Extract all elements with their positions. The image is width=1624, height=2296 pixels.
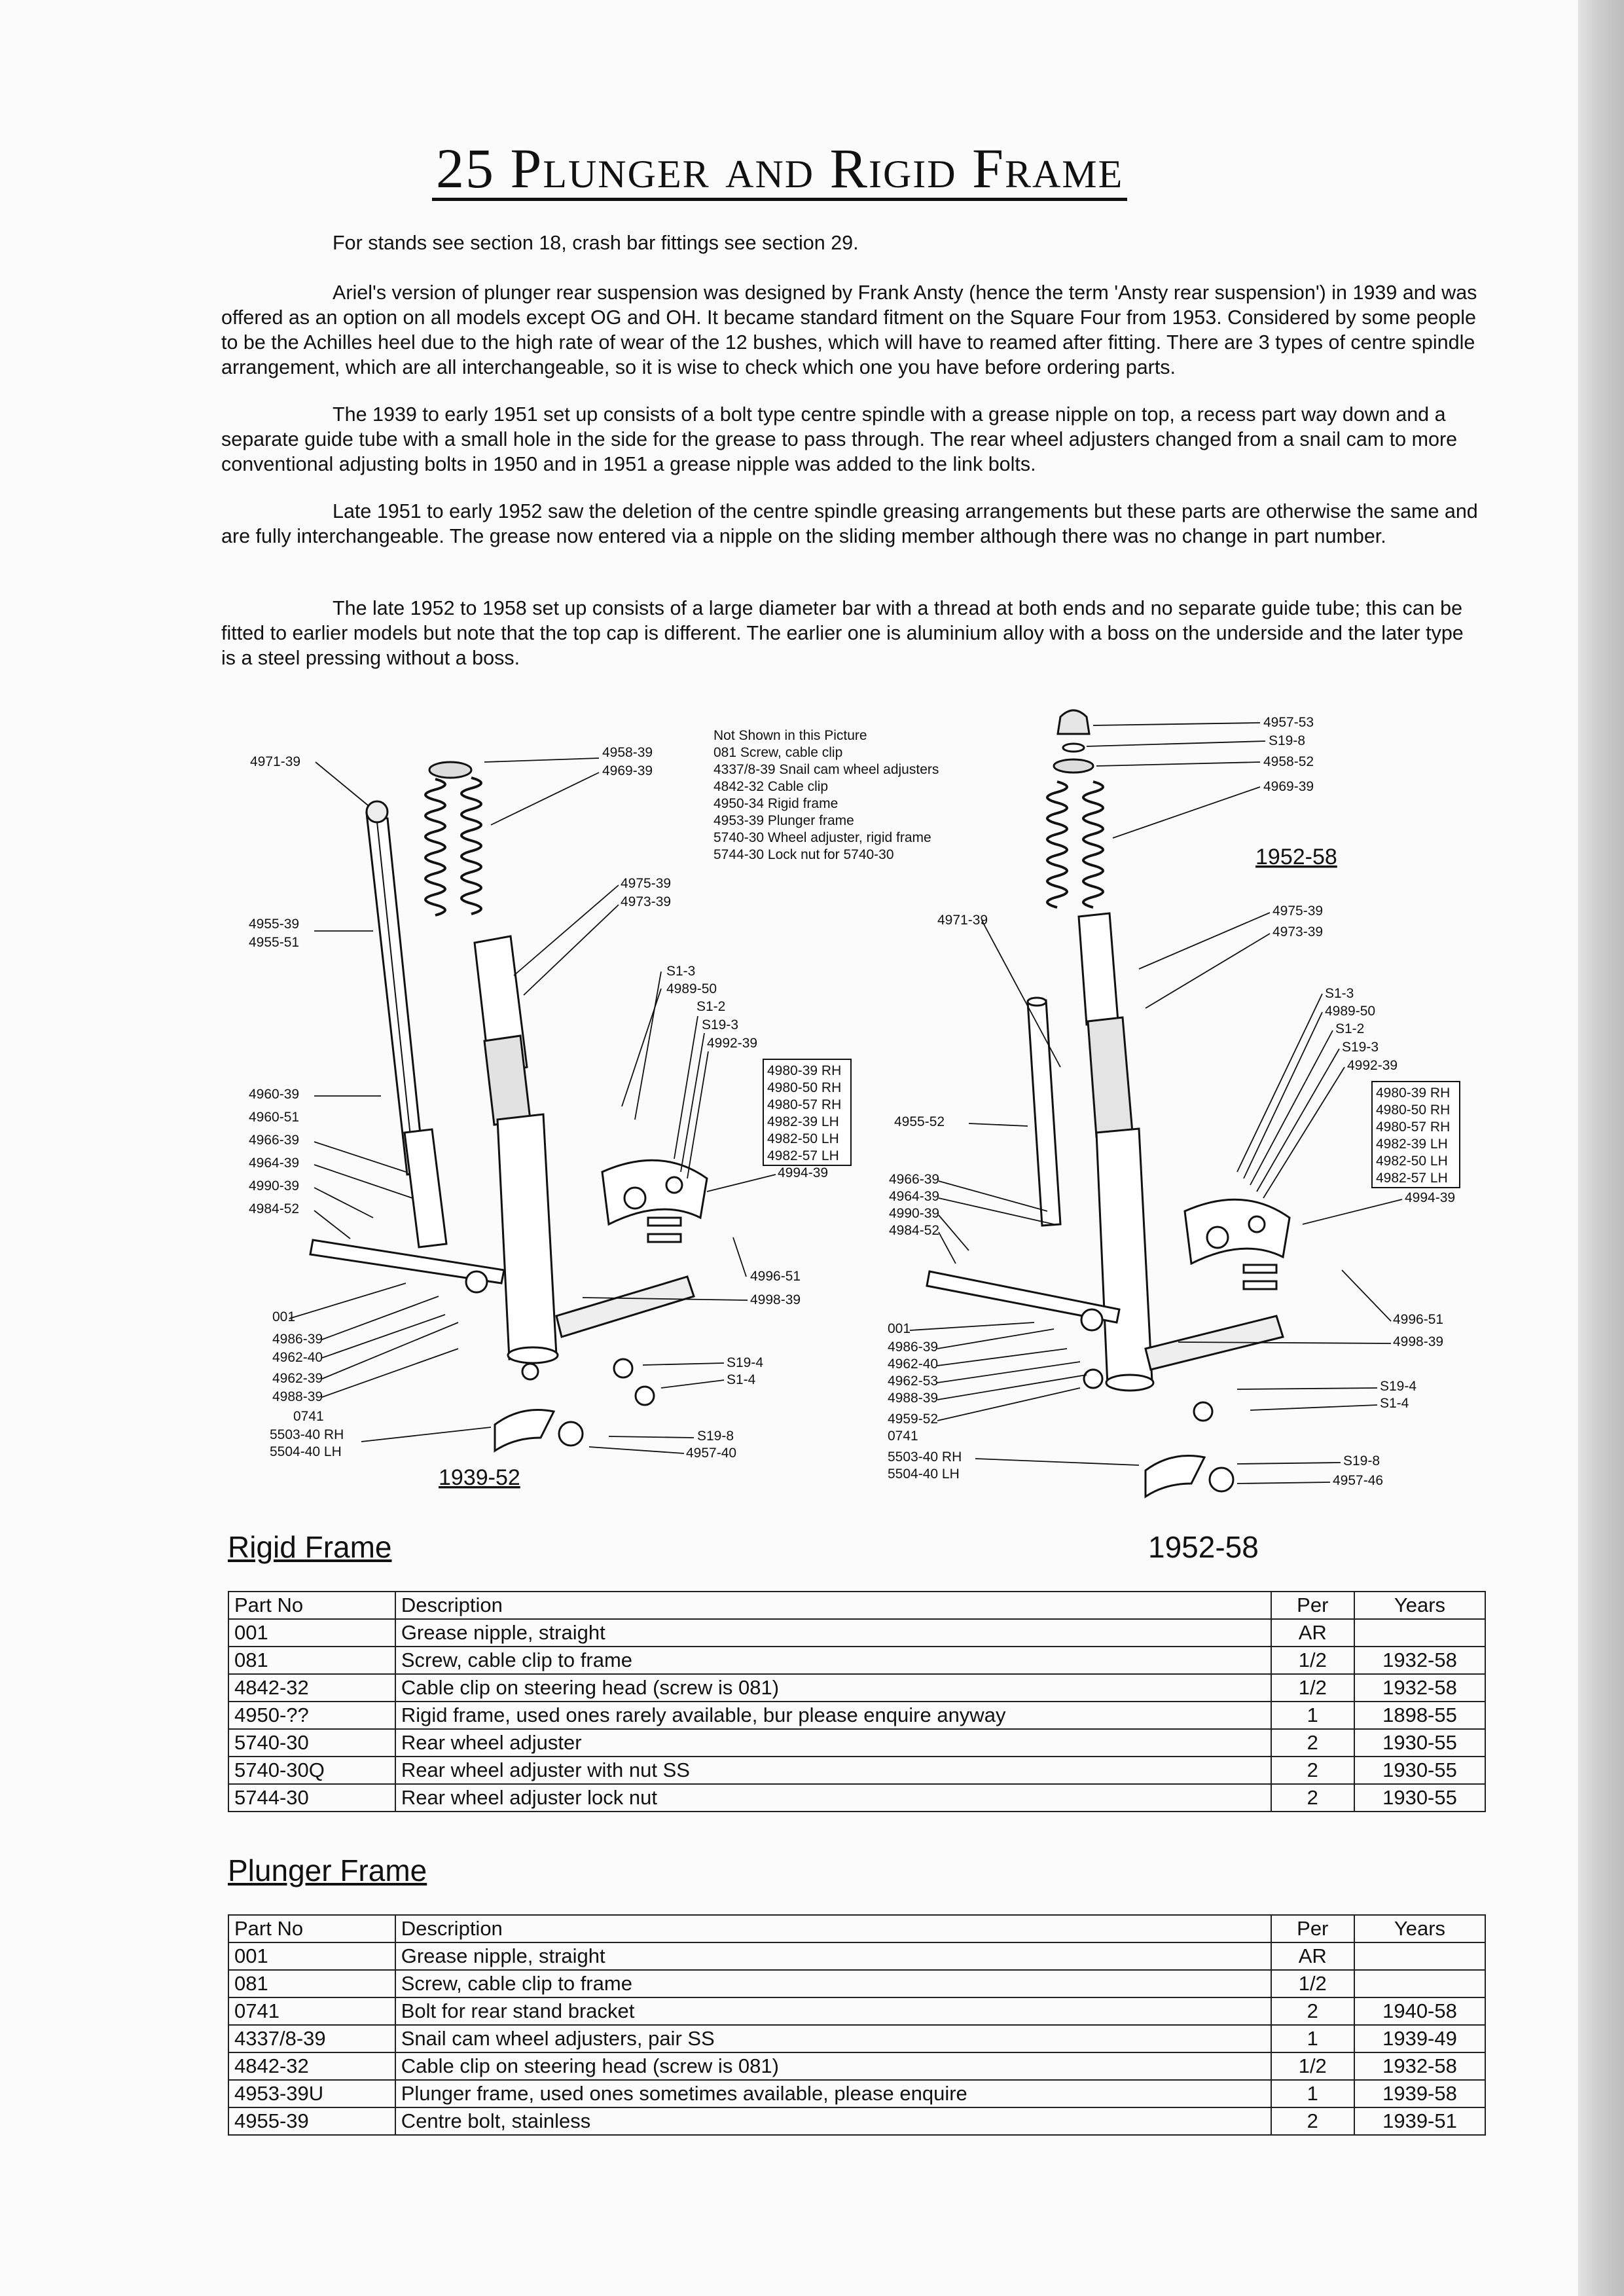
part-label: 4966-39 <box>249 1133 300 1148</box>
part-label: 4994-39 <box>1405 1190 1456 1205</box>
per: 2 <box>1271 1997 1354 2025</box>
part-label: 4969-39 <box>1263 779 1314 794</box>
right-leader-lines <box>910 723 1402 1484</box>
part-label: 4998-39 <box>750 1292 801 1307</box>
part-label: 4982-50 LH <box>1376 1154 1448 1169</box>
part-label: 5503-40 RH <box>270 1427 344 1442</box>
paragraph-text: Late 1951 to early 1952 saw the deletion of the centre spindle greasing arrangements but these parts are otherwise the same and are fully interchangeable. The grease now entered via a nipple on the sliding member although there was no change in part number. <box>221 500 1478 547</box>
not-shown-item: 4337/8-39 Snail cam wheel adjusters <box>713 762 939 777</box>
not-shown-list <box>713 728 939 862</box>
description: Screw, cable clip to frame <box>395 1647 1271 1674</box>
header-years: Years <box>1354 1915 1485 1942</box>
part-label: 4975-39 <box>621 876 672 891</box>
part-label: 4980-57 RH <box>1376 1120 1451 1135</box>
description: Snail cam wheel adjusters, pair SS <box>395 2025 1271 2052</box>
table-row <box>228 2025 1485 2052</box>
table-row <box>228 1970 1485 1997</box>
part-label: 4980-50 RH <box>1376 1102 1451 1118</box>
not-shown-title: Not Shown in this Picture <box>713 728 867 743</box>
part-no: 5744-30 <box>228 1784 395 1812</box>
part-label: S1-3 <box>1325 986 1354 1001</box>
part-no: 081 <box>228 1970 395 1997</box>
years: 1932-58 <box>1354 2052 1485 2080</box>
part-label: 4996-51 <box>750 1269 801 1284</box>
part-label: 4955-52 <box>894 1114 945 1129</box>
part-no: 4337/8-39 <box>228 2025 395 2052</box>
header-per: Per <box>1271 1592 1354 1619</box>
part-label: 4971-39 <box>937 913 988 928</box>
per: 2 <box>1271 1784 1354 1812</box>
not-shown-item: 081 Screw, cable clip <box>713 745 843 760</box>
header-description: Description <box>395 1915 1271 1942</box>
part-label: S19-3 <box>702 1017 739 1032</box>
years <box>1354 1619 1485 1647</box>
years: 1939-51 <box>1354 2107 1485 2135</box>
part-no: 4950-?? <box>228 1702 395 1729</box>
part-label: S19-3 <box>1342 1040 1379 1055</box>
part-label: 4964-39 <box>249 1156 300 1171</box>
part-no: 0741 <box>228 1997 395 2025</box>
part-label: 4992-39 <box>707 1036 758 1051</box>
part-label: 4962-40 <box>888 1357 939 1372</box>
part-label: 4990-39 <box>889 1206 940 1221</box>
per: 1 <box>1271 1702 1354 1729</box>
part-label: 4982-57 LH <box>767 1148 839 1163</box>
description: Grease nipple, straight <box>395 1942 1271 1970</box>
years: 1930-55 <box>1354 1757 1485 1784</box>
setup-1951-paragraph <box>221 499 1478 549</box>
part-label: S1-3 <box>666 964 696 979</box>
part-label: 4959-52 <box>888 1412 939 1427</box>
not-shown-item: 5744-30 Lock nut for 5740-30 <box>713 847 894 862</box>
description: Cable clip on steering head (screw is 081) <box>395 1674 1271 1702</box>
part-no: 081 <box>228 1647 395 1674</box>
history-paragraph <box>221 280 1478 380</box>
setup-1939-paragraph <box>221 402 1478 477</box>
part-label: 4996-51 <box>1393 1312 1444 1327</box>
part-label: S1-4 <box>727 1372 756 1387</box>
part-label: 4957-40 <box>686 1446 737 1461</box>
part-no: 001 <box>228 1942 395 1970</box>
part-label: 4982-39 LH <box>767 1114 839 1129</box>
part-label: 4957-46 <box>1333 1473 1384 1488</box>
not-shown-item: 4950-34 Rigid frame <box>713 796 839 811</box>
description: Bolt for rear stand bracket <box>395 1997 1271 2025</box>
part-label: 0741 <box>888 1429 918 1444</box>
years <box>1354 1942 1485 1970</box>
paragraph-text: The late 1952 to 1958 set up consists of a large diameter bar with a thread at both ends and no separate guide tube; this can be fitted to earlier models but note that the top cap is different. The earlier one is aluminium alloy with a boss on the underside and the later type is a steel pressing without a boss. <box>221 597 1464 669</box>
table-row <box>228 2107 1485 2135</box>
years: 1932-58 <box>1354 1674 1485 1702</box>
part-label: 4980-39 RH <box>767 1063 842 1078</box>
table-row <box>228 1997 1485 2025</box>
header-per: Per <box>1271 1915 1354 1942</box>
part-label: 001 <box>272 1309 296 1324</box>
setup-1952-paragraph <box>221 596 1478 670</box>
table-row <box>228 1702 1485 1729</box>
part-label: 4973-39 <box>621 894 672 909</box>
part-label: 4994-39 <box>778 1165 829 1180</box>
header-part-no: Part No <box>228 1592 395 1619</box>
part-label: 4962-39 <box>272 1371 323 1386</box>
table-row <box>228 1784 1485 1812</box>
part-label: 5504-40 LH <box>888 1467 960 1482</box>
part-no: 4842-32 <box>228 2052 395 2080</box>
description: Plunger frame, used ones sometimes available, please enquire <box>395 2080 1271 2107</box>
part-label: 001 <box>888 1321 911 1336</box>
part-label: 4962-40 <box>272 1350 323 1365</box>
years: 1932-58 <box>1354 1647 1485 1674</box>
description: Screw, cable clip to frame <box>395 1970 1271 1997</box>
per: 1/2 <box>1271 1674 1354 1702</box>
per: 2 <box>1271 1757 1354 1784</box>
part-label: 4992-39 <box>1347 1058 1398 1073</box>
part-label: 4984-52 <box>889 1223 940 1238</box>
part-label: 4986-39 <box>272 1332 323 1347</box>
part-label: S19-8 <box>697 1429 734 1444</box>
part-label: S19-8 <box>1269 733 1306 748</box>
part-label: S1-2 <box>696 999 726 1014</box>
paragraph-text: Ariel's version of plunger rear suspension was designed by Frank Ansty (hence the term 'Ansty rear suspension') in 1939 and was offered as an option on all models except OG and OH. It became standard fitment on the Square Four from 1953. Considered by some people to be the Achilles heel due to the high rate of wear of the 12 bushes, which will have to reamed after fitting. There are 3 types of centre spindle arrangement, which are all interchangeable, so it is wise to check which one you have before ordering parts. <box>221 282 1477 378</box>
part-label: S1-4 <box>1380 1396 1409 1411</box>
per: 1 <box>1271 2025 1354 2052</box>
description: Centre bolt, stainless <box>395 2107 1271 2135</box>
part-label: 0741 <box>293 1409 324 1424</box>
description: Rear wheel adjuster lock nut <box>395 1784 1271 1812</box>
table-row <box>228 1647 1485 1674</box>
table-row <box>228 1729 1485 1757</box>
part-label: S1-2 <box>1335 1021 1365 1036</box>
header-description: Description <box>395 1592 1271 1619</box>
part-label: 4955-51 <box>249 935 300 950</box>
part-label: 4982-57 LH <box>1376 1171 1448 1186</box>
table-row <box>228 1674 1485 1702</box>
left-year-label: 1939-52 <box>439 1465 520 1490</box>
table-header-row <box>228 1915 1485 1942</box>
part-label: 4955-39 <box>249 917 300 932</box>
part-label: 4980-50 RH <box>767 1080 842 1095</box>
part-label: S19-4 <box>727 1355 764 1370</box>
part-label: 4986-39 <box>888 1339 939 1355</box>
part-no: 5740-30 <box>228 1729 395 1757</box>
paragraph-text: The 1939 to early 1951 set up consists of a bolt type centre spindle with a grease nipple on top, a recess part way down and a separate guide tube with a small hole in the side for the grease to pass through. The rear wheel adjusters changed from a snail cam to more conventional adjusting bolts in 1950 and in 1951 a grease nipple was added to the link bolts. <box>221 403 1458 475</box>
part-label: 4958-39 <box>602 745 653 760</box>
not-shown-item: 4953-39 Plunger frame <box>713 813 854 828</box>
years: 1930-55 <box>1354 1784 1485 1812</box>
table-row <box>228 2052 1485 2080</box>
years: 1930-55 <box>1354 1729 1485 1757</box>
description: Cable clip on steering head (screw is 081) <box>395 2052 1271 2080</box>
part-label: 4982-39 LH <box>1376 1137 1448 1152</box>
header-years: Years <box>1354 1592 1485 1619</box>
part-label: 4962-53 <box>888 1374 939 1389</box>
part-label: 4973-39 <box>1272 924 1324 939</box>
left-assembly-drawing <box>310 762 707 1451</box>
years: 1939-58 <box>1354 2080 1485 2107</box>
per: 1/2 <box>1271 1647 1354 1674</box>
part-no: 5740-30Q <box>228 1757 395 1784</box>
scan-edge <box>1578 0 1624 2296</box>
part-label: 4980-57 RH <box>767 1097 842 1112</box>
description: Rigid frame, used ones rarely available, bur please enquire anyway <box>395 1702 1271 1729</box>
right-part-labels <box>888 715 1460 1488</box>
years: 1939-49 <box>1354 2025 1485 2052</box>
part-label: S19-8 <box>1343 1453 1380 1468</box>
table-row <box>228 1757 1485 1784</box>
part-no: 001 <box>228 1619 395 1647</box>
description: Grease nipple, straight <box>395 1619 1271 1647</box>
per: AR <box>1271 1619 1354 1647</box>
table-row <box>228 1942 1485 1970</box>
table-row <box>228 2080 1485 2107</box>
per: 1 <box>1271 2080 1354 2107</box>
years <box>1354 1970 1485 1997</box>
not-shown-item: 5740-30 Wheel adjuster, rigid frame <box>713 830 931 845</box>
part-label: 4971-39 <box>250 754 301 769</box>
part-label: 4989-50 <box>666 981 717 996</box>
part-label: 4980-39 RH <box>1376 1085 1451 1101</box>
table-header-row <box>228 1592 1485 1619</box>
part-label: 4958-52 <box>1263 754 1314 769</box>
table-row <box>228 1619 1485 1647</box>
rigid-frame-heading: Rigid Frame <box>228 1530 392 1564</box>
years: 1940-58 <box>1354 1997 1485 2025</box>
paragraph-text: For stands see section 18, crash bar fittings see section 29. <box>333 232 859 254</box>
exploded-diagram <box>216 701 1512 1506</box>
part-label: 4988-39 <box>888 1391 939 1406</box>
part-label: 5504-40 LH <box>270 1444 342 1459</box>
part-label: 4989-50 <box>1325 1004 1376 1019</box>
header-part-no: Part No <box>228 1915 395 1942</box>
intro-paragraph <box>221 230 1478 255</box>
right-assembly-drawing <box>927 710 1290 1497</box>
part-label: 4960-39 <box>249 1087 300 1102</box>
rigid-year-heading: 1952-58 <box>1148 1530 1259 1564</box>
per: 2 <box>1271 1729 1354 1757</box>
part-label: 4969-39 <box>602 763 653 778</box>
rigid-frame-table <box>228 1591 1486 1812</box>
part-label: 4957-53 <box>1263 715 1314 730</box>
part-no: 4955-39 <box>228 2107 395 2135</box>
plunger-frame-heading: Plunger Frame <box>228 1853 427 1887</box>
description: Rear wheel adjuster <box>395 1729 1271 1757</box>
not-shown-item: 4842-32 Cable clip <box>713 779 829 794</box>
part-label: 4982-50 LH <box>767 1131 839 1146</box>
per: 2 <box>1271 2107 1354 2135</box>
page-title: 25 Plunger and Rigid Frame <box>432 139 1127 201</box>
per: 1/2 <box>1271 1970 1354 1997</box>
part-label: 4975-39 <box>1272 903 1324 919</box>
part-label: 4998-39 <box>1393 1334 1444 1349</box>
part-label: 4990-39 <box>249 1178 300 1194</box>
part-label: 5503-40 RH <box>888 1449 962 1465</box>
part-label: S19-4 <box>1380 1379 1417 1394</box>
part-label: 4988-39 <box>272 1389 323 1404</box>
part-label: 4966-39 <box>889 1172 940 1187</box>
right-year-label: 1952-58 <box>1255 845 1337 869</box>
plunger-frame-table <box>228 1914 1486 2136</box>
years: 1898-55 <box>1354 1702 1485 1729</box>
part-label: 4964-39 <box>889 1189 940 1204</box>
part-label: 4984-52 <box>249 1201 300 1216</box>
part-no: 4953-39U <box>228 2080 395 2107</box>
per: 1/2 <box>1271 2052 1354 2080</box>
part-no: 4842-32 <box>228 1674 395 1702</box>
per: AR <box>1271 1942 1354 1970</box>
part-label: 4960-51 <box>249 1110 300 1125</box>
description: Rear wheel adjuster with nut SS <box>395 1757 1271 1784</box>
